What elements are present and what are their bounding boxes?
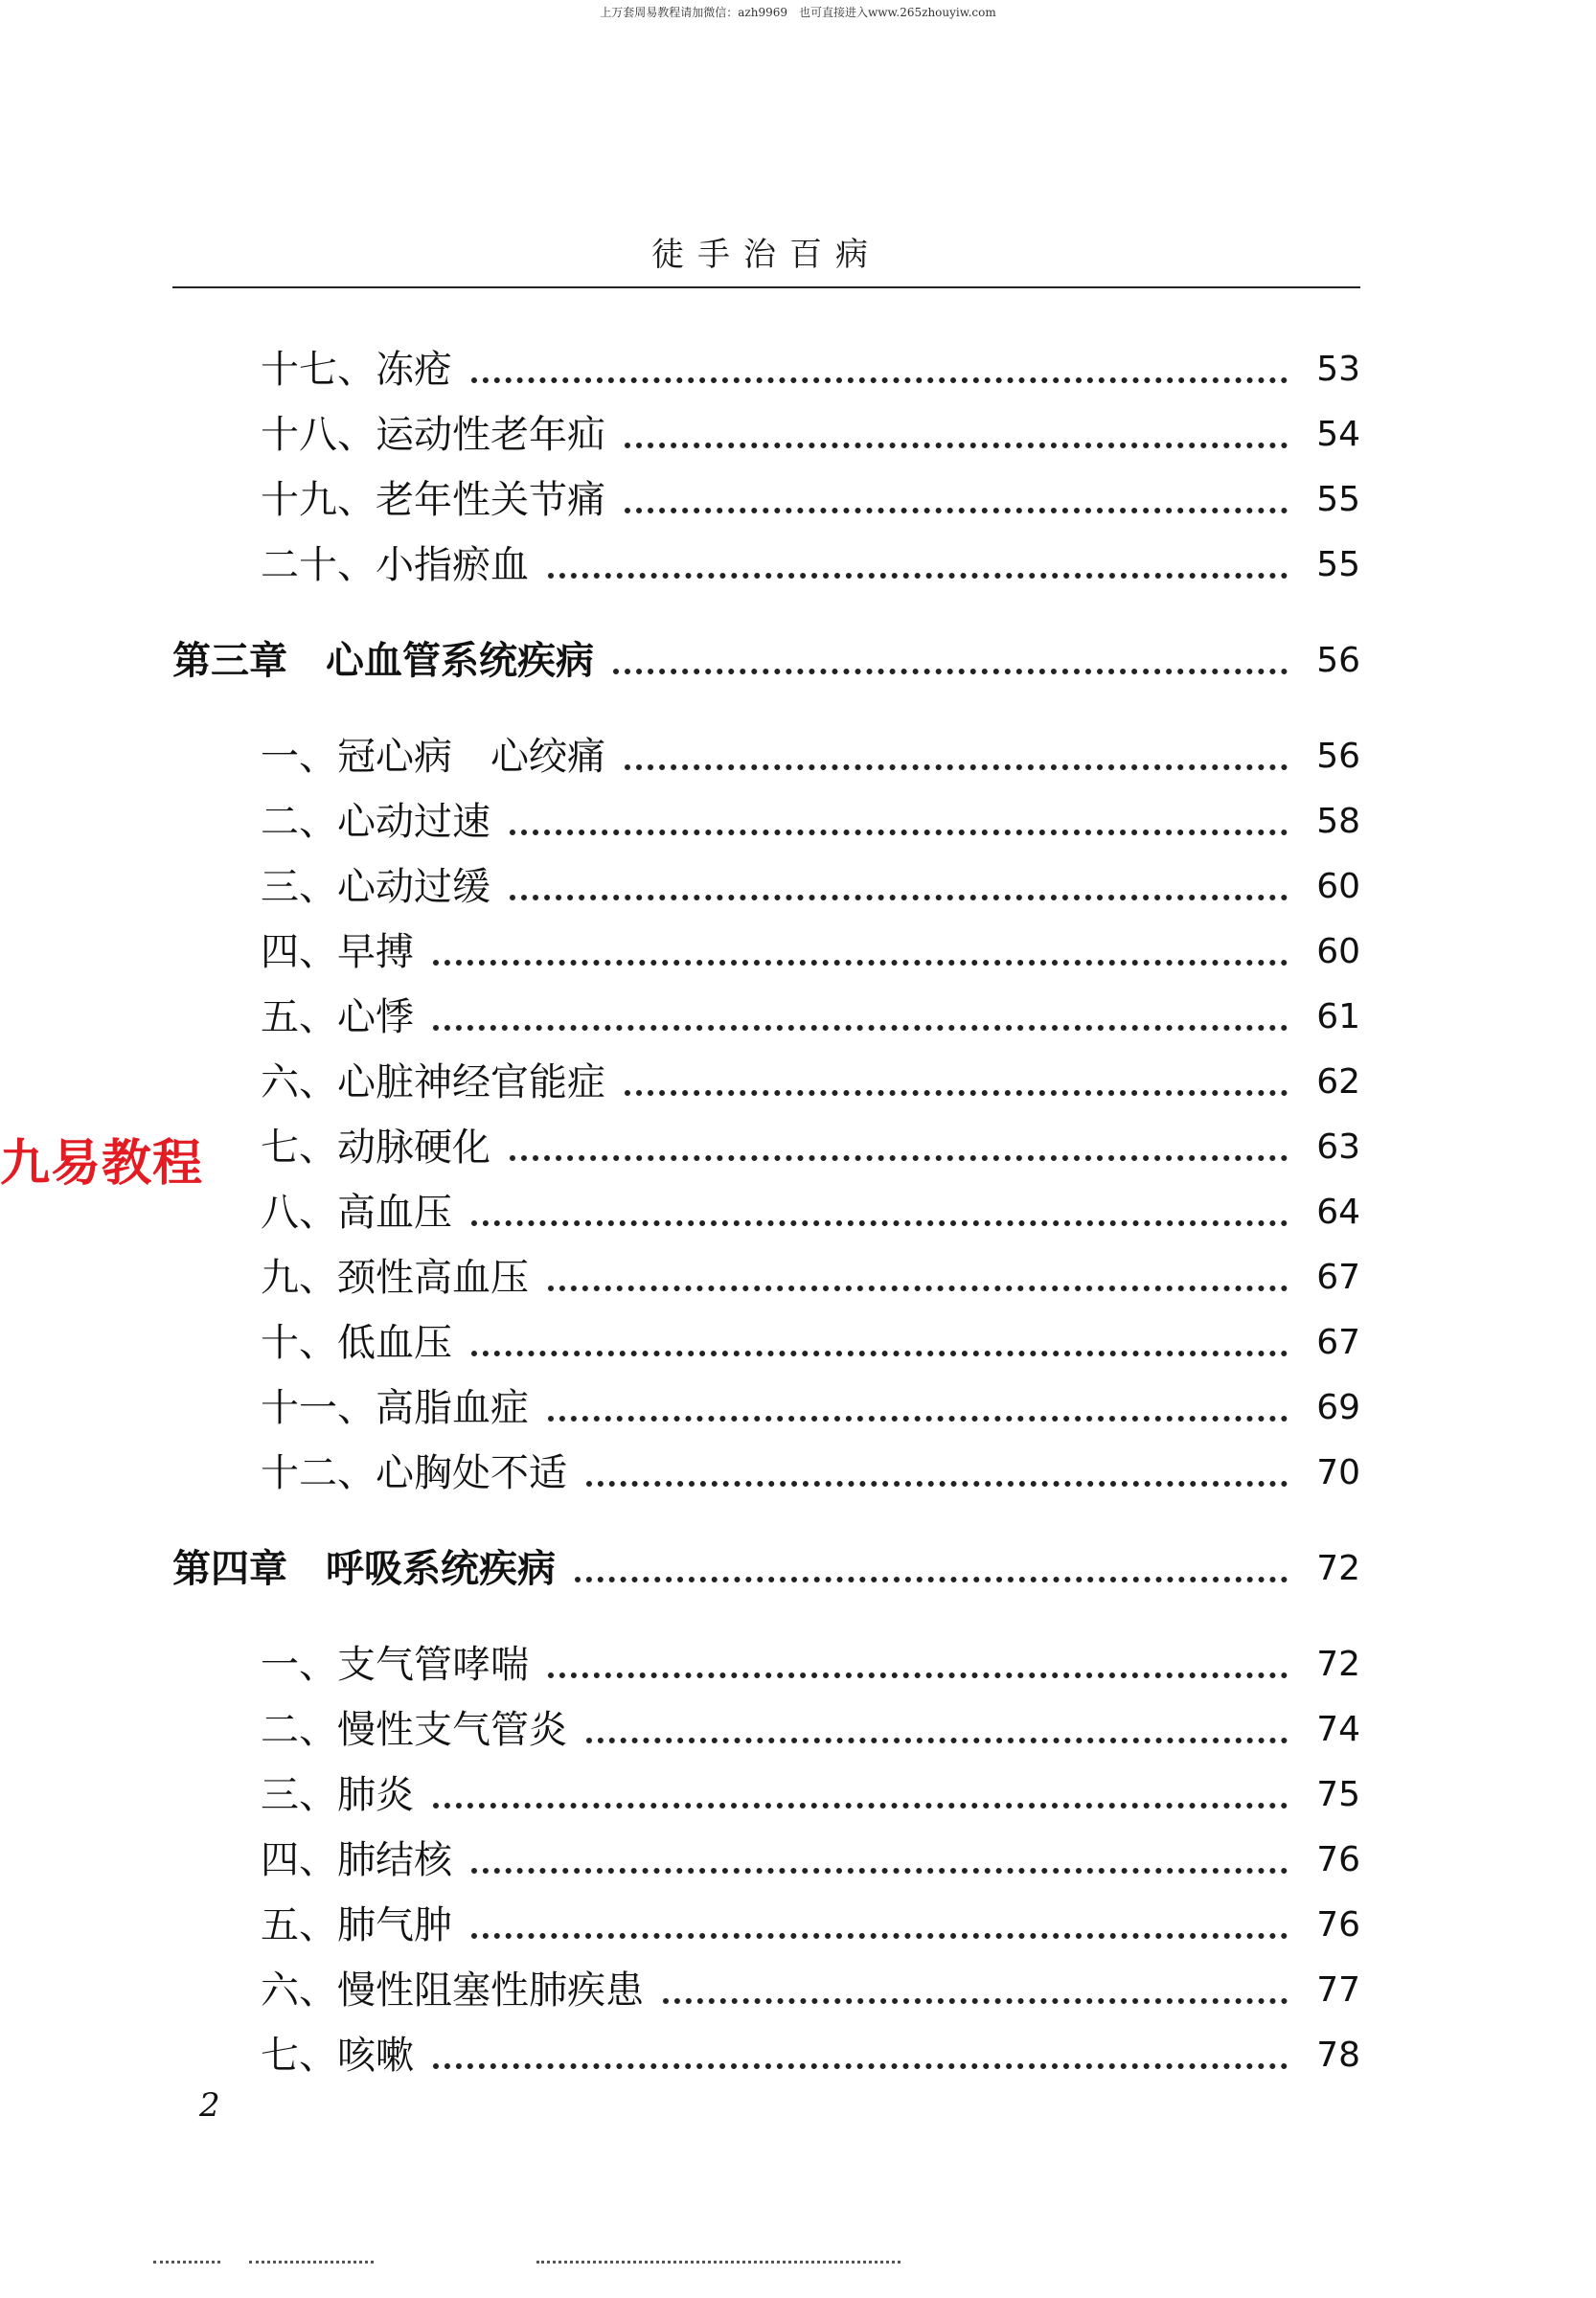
toc-entry	[172, 397, 1360, 462]
dot-leader	[433, 960, 1288, 966]
toc-entry	[172, 1174, 1360, 1240]
entry-title: 五、心悸	[261, 995, 414, 1039]
toc-entry	[172, 718, 1360, 784]
entry-title: 四、早搏	[261, 930, 414, 974]
toc-entry	[172, 462, 1360, 527]
dot-leader	[625, 764, 1288, 770]
dot-leader	[625, 1090, 1288, 1096]
page-ref: 62	[1316, 1062, 1360, 1102]
page-ref: 75	[1316, 1775, 1360, 1814]
toc-entry	[172, 1627, 1360, 1692]
toc-entry	[172, 1822, 1360, 1887]
entry-title: 十、低血压	[261, 1321, 452, 1365]
scan-artifact	[249, 2261, 374, 2264]
page-ref: 56	[1316, 737, 1360, 776]
entry-title: 二十、小指瘀血	[261, 543, 529, 587]
dot-leader	[625, 443, 1288, 448]
toc-entry	[172, 1692, 1360, 1757]
entry-title: 二、心动过速	[261, 800, 490, 844]
entry-title: 四、肺结核	[261, 1838, 452, 1882]
header-rule	[172, 286, 1360, 288]
dot-leader	[510, 830, 1288, 835]
toc-entry	[172, 1109, 1360, 1174]
scan-artifact	[536, 2261, 901, 2264]
toc-entry	[172, 2017, 1360, 2082]
dot-leader	[471, 377, 1288, 383]
page-ref: 56	[1316, 641, 1360, 680]
dot-leader	[471, 1933, 1288, 1939]
entry-title: 一、冠心病 心绞痛	[261, 735, 605, 779]
dot-leader	[471, 1868, 1288, 1874]
entry-title: 三、心动过缓	[261, 865, 490, 909]
dot-leader	[586, 1481, 1288, 1487]
dot-leader	[471, 1220, 1288, 1226]
page-ref: 67	[1316, 1323, 1360, 1362]
toc-chapter	[172, 1531, 1360, 1596]
page-ref: 64	[1316, 1193, 1360, 1232]
toc-entry	[172, 1370, 1360, 1435]
page-ref: 54	[1316, 415, 1360, 454]
page-ref: 55	[1316, 480, 1360, 519]
dot-leader	[548, 1286, 1288, 1291]
entry-title: 十八、运动性老年疝	[261, 413, 605, 457]
chapter-title: 第四章 呼吸系统疾病	[172, 1546, 556, 1591]
dot-leader	[433, 2063, 1288, 2069]
dot-leader	[548, 1672, 1288, 1678]
entry-title: 三、肺炎	[261, 1773, 414, 1817]
dot-leader	[433, 1025, 1288, 1031]
entry-title: 十二、心胸处不适	[261, 1451, 567, 1495]
entry-title: 七、动脉硬化	[261, 1126, 490, 1170]
page-ref: 78	[1316, 2036, 1360, 2075]
toc-entry	[172, 527, 1360, 592]
entry-title: 十七、冻疮	[261, 348, 452, 392]
dot-leader	[625, 508, 1288, 513]
page-ref: 58	[1316, 802, 1360, 841]
dot-leader	[575, 1577, 1288, 1582]
toc-entry	[172, 849, 1360, 914]
page-ref: 70	[1316, 1453, 1360, 1492]
toc-entry	[172, 914, 1360, 979]
page-ref: 55	[1316, 545, 1360, 584]
dot-leader	[510, 1155, 1288, 1161]
page-ref: 72	[1316, 1549, 1360, 1588]
toc-entry	[172, 1757, 1360, 1822]
page-ref: 67	[1316, 1258, 1360, 1297]
page-ref: 77	[1316, 1970, 1360, 2010]
page-ref: 60	[1316, 932, 1360, 971]
toc-entry	[172, 1044, 1360, 1109]
entry-title: 十一、高脂血症	[261, 1386, 529, 1430]
dot-leader	[613, 669, 1288, 674]
dot-leader	[663, 1998, 1288, 2004]
toc-entry	[172, 1240, 1360, 1305]
running-head-title: 徒手治百病	[651, 236, 881, 274]
dot-leader	[433, 1803, 1288, 1809]
page-ref: 53	[1316, 350, 1360, 389]
dot-leader	[471, 1351, 1288, 1356]
toc-entry	[172, 1435, 1360, 1500]
toc-entry	[172, 1952, 1360, 2017]
dot-leader	[548, 573, 1288, 579]
page-ref: 72	[1316, 1645, 1360, 1684]
toc-entry	[172, 1305, 1360, 1370]
dot-leader	[510, 895, 1288, 900]
entry-title: 六、慢性阻塞性肺疾患	[261, 1968, 644, 2013]
dot-leader	[548, 1416, 1288, 1422]
toc-entry	[172, 784, 1360, 849]
page-ref: 60	[1316, 867, 1360, 906]
header-promo-note: 上万套周易教程请加微信：azh9969 也可直接进入www.265zhouyiw.com	[600, 6, 996, 19]
toc-entry	[172, 979, 1360, 1044]
watermark: 九易教程	[0, 1135, 204, 1193]
table-of-contents	[172, 331, 1360, 2082]
entry-title: 七、咳嗽	[261, 2034, 414, 2078]
toc-entry	[172, 331, 1360, 397]
page-number: 2	[199, 2086, 220, 2125]
entry-title: 一、支气管哮喘	[261, 1643, 529, 1687]
entry-title: 九、颈性高血压	[261, 1256, 529, 1300]
scan-artifact	[153, 2261, 220, 2264]
page-ref: 76	[1316, 1905, 1360, 1945]
entry-title: 八、高血压	[261, 1191, 452, 1235]
page-ref: 69	[1316, 1388, 1360, 1427]
entry-title: 五、肺气肿	[261, 1903, 452, 1947]
chapter-title: 第三章 心血管系统疾病	[172, 638, 594, 683]
entry-title: 二、慢性支气管炎	[261, 1708, 567, 1752]
dot-leader	[586, 1738, 1288, 1743]
toc-chapter	[172, 623, 1360, 688]
page-ref: 74	[1316, 1710, 1360, 1749]
page-ref: 76	[1316, 1840, 1360, 1879]
page-ref: 61	[1316, 997, 1360, 1036]
entry-title: 六、心脏神经官能症	[261, 1060, 605, 1104]
entry-title: 十九、老年性关节痛	[261, 478, 605, 522]
toc-entry	[172, 1887, 1360, 1952]
page-ref: 63	[1316, 1127, 1360, 1167]
